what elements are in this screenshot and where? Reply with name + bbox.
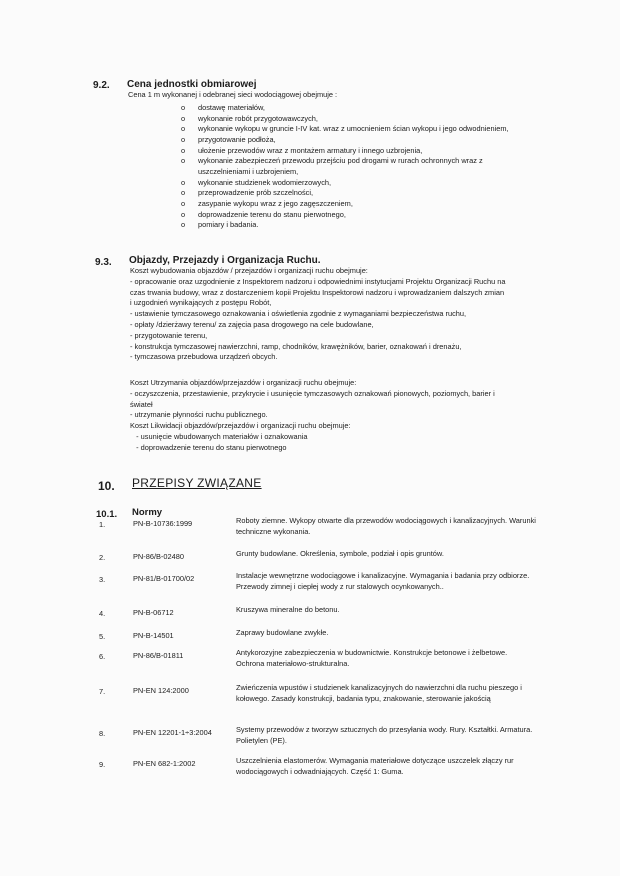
- norm-number: 1.: [99, 520, 106, 529]
- paragraph-line: - doprowadzenie terenu do stanu pierwotnego: [130, 442, 287, 452]
- section-9-3-title: Objazdy, Przejazdy i Organizacja Ruchu.: [129, 255, 321, 266]
- list-item-text: doprowadzenie terenu do stanu pierwotnego,: [198, 209, 346, 219]
- list-item: [181, 146, 531, 157]
- norm-number: 6.: [99, 652, 106, 661]
- section-9-3-paragraph-build: [130, 266, 535, 363]
- paragraph-line: - usunięcie wbudowanych materiałów i oznakowania: [130, 431, 308, 441]
- norm-number: 2.: [99, 553, 106, 562]
- norm-description: Zaprawy budowlane zwykłe.: [236, 628, 329, 637]
- norm-number: 9.: [99, 760, 106, 769]
- list-item-text: wykonanie zabezpieczeń przewodu przejściu pod drogami w rurach ochronnych wraz z uszczelnieniami i uzbrojeniem,: [198, 156, 483, 176]
- list-item: [181, 156, 531, 177]
- norm-code: PN-86/B-02480: [133, 552, 184, 561]
- section-10-title: PRZEPISY ZWIĄZANE: [132, 476, 262, 490]
- norm-description: Antykorozyjne zabezpieczenia w budownictwie. Konstrukcje betonowe i żelbetowe. Ochrona materiałowo-strukturalna.: [236, 648, 508, 668]
- paragraph-line: czas trwania budowy, wraz z dostarczeniem kopii Projektu Inspektorowi nadzoru i wprowadzaniem dalszych zmian: [130, 287, 505, 297]
- list-item: [181, 135, 531, 146]
- norm-number: 3.: [99, 575, 106, 584]
- paragraph-line: Koszt Likwidacji objazdów/przejazdów i organizacji ruchu obejmuje:: [130, 421, 351, 431]
- norm-number: 8.: [99, 729, 106, 738]
- norm-code: PN-81/B-01700/02: [133, 574, 195, 583]
- section-9-2-title: Cena jednostki obmiarowej: [127, 79, 257, 90]
- norm-code: PN-B-10736:1999: [133, 519, 193, 528]
- norm-code: PN-EN 682-1:2002: [133, 759, 196, 768]
- paragraph-line: - przygotowanie terenu,: [130, 330, 208, 340]
- list-item: [181, 188, 531, 199]
- norm-description: Roboty ziemne. Wykopy otwarte dla przewodów wodociągowych i kanalizacyjnych. Warunki techniczne wykonania.: [236, 516, 536, 536]
- bullet-marker: o: [181, 220, 186, 230]
- paragraph-line: świateł: [130, 399, 153, 409]
- section-9-3-number: 9.3.: [95, 257, 112, 268]
- norm-description: Zwieńczenia wpustów i studzienek kanalizacyjnych do nawierzchni dla ruchu pieszego i kołowego. Zasady konstrukcji, badania typu, znakowanie, sterowanie jakością: [236, 683, 522, 703]
- list-item-text: wykonanie wykopu w gruncie I-IV kat. wraz z umocnieniem ścian wykopu i jego odwodnieniem,: [198, 124, 509, 134]
- paragraph-line: - tymczasowa przebudowa urządzeń obcych.: [130, 352, 278, 362]
- list-item-text: wykonanie robót przygotowawczych,: [198, 113, 318, 123]
- norm-number: 4.: [99, 609, 106, 618]
- list-item: [181, 124, 531, 135]
- norm-code: PN-EN 124:2000: [133, 686, 189, 695]
- list-item: [181, 220, 531, 231]
- section-9-2-intro: Cena 1 m wykonanej i odebranej sieci wodociągowej obejmuje :: [128, 90, 338, 99]
- list-item-text: ułożenie przewodów wraz z montażem armatury i innego uzbrojenia,: [198, 145, 423, 155]
- norm-code: PN-86/B-01811: [133, 651, 184, 660]
- section-10-1-title: Normy: [132, 507, 163, 518]
- bullet-marker: o: [181, 198, 186, 208]
- list-item: [181, 103, 531, 114]
- norm-description: Instalacje wewnętrzne wodociągowe i kanalizacyjne. Wymagania i badania przy odbiorze. Przewody zimnej i ciepłej wody z rur stalowych ocynkowanych..: [236, 571, 530, 591]
- norm-description: Uszczelnienia elastomerów. Wymagania materiałowe dotyczące uszczelek złączy rur wodociągowych i odwadniających. Część 1: Guma.: [236, 756, 514, 776]
- paragraph-line: - utrzymanie płynności ruchu publicznego.: [130, 410, 268, 420]
- list-item-text: wykonanie studzienek wodomierzowych,: [198, 177, 332, 187]
- section-10-number: 10.: [98, 479, 115, 493]
- norm-description: Grunty budowlane. Określenia, symbole, podział i opis gruntów.: [236, 549, 444, 558]
- paragraph-line: i uzgodnień wynikających z postępu Robót,: [130, 298, 272, 308]
- list-item-text: pomiary i badania.: [198, 220, 259, 230]
- norm-description: Systemy przewodów z tworzyw sztucznych do przesyłania wody. Rury. Kształtki. Armatura. Polietylen (PE).: [236, 725, 533, 745]
- list-item-text: przeprowadzenie prób szczelności,: [198, 188, 314, 198]
- list-item: [181, 210, 531, 221]
- list-item-text: dostawę materiałów,: [198, 103, 265, 112]
- paragraph-line: Koszt wybudowania objazdów / przejazdów i organizacji ruchu obejmuje:: [130, 266, 368, 275]
- bullet-marker: o: [181, 134, 186, 144]
- bullet-marker: o: [181, 209, 186, 219]
- norm-code: PN-EN 12201-1÷3:2004: [133, 728, 212, 737]
- paragraph-line: - oczyszczenia, przestawienie, przykrycie i usunięcie tymczasowych oznakowań pionowych, poziomych, barier i: [130, 388, 495, 398]
- list-item: [181, 199, 531, 210]
- paragraph-line: - ustawienie tymczasowego oznakowania i oświetlenia zgodnie z wymaganiami bezpieczeństwa ruchu,: [130, 309, 467, 319]
- bullet-marker: o: [181, 188, 186, 198]
- list-item-text: przygotowanie podłoża,: [198, 134, 276, 144]
- section-9-2-list: [181, 103, 531, 231]
- bullet-marker: o: [181, 145, 186, 155]
- section-10-1-number: 10.1.: [96, 509, 118, 520]
- paragraph-line: - konstrukcja tymczasowej nawierzchni, ramp, chodników, krawężników, barier, oznakowań i drenażu,: [130, 341, 462, 351]
- bullet-marker: o: [181, 177, 186, 187]
- bullet-marker: o: [181, 156, 186, 166]
- norm-number: 7.: [99, 687, 106, 696]
- paragraph-line: Koszt Utrzymania objazdów/przejazdów i organizacji ruchu obejmuje:: [130, 378, 357, 387]
- section-9-2-number: 9.2.: [93, 80, 110, 91]
- bullet-marker: o: [181, 103, 186, 112]
- paragraph-line: - opracowanie oraz uzgodnienie z Inspektorem nadzoru i odpowiednimi instytucjami Projektu Organizacji Ruchu na: [130, 276, 506, 286]
- list-item: [181, 114, 531, 125]
- bullet-marker: o: [181, 124, 186, 134]
- paragraph-line: - opłaty /dzierżawy terenu/ za zajęcia pasa drogowego na cele budowlane,: [130, 319, 374, 329]
- list-item: [181, 178, 531, 189]
- section-9-3-paragraph-maintain: [130, 378, 535, 454]
- list-item-text: zasypanie wykopu wraz z jego zagęszczeniem,: [198, 198, 353, 208]
- norm-number: 5.: [99, 632, 106, 641]
- norm-code: PN-B-14501: [133, 631, 174, 640]
- bullet-marker: o: [181, 113, 186, 123]
- norm-code: PN-B-06712: [133, 608, 174, 617]
- norm-description: Kruszywa mineralne do betonu.: [236, 605, 340, 614]
